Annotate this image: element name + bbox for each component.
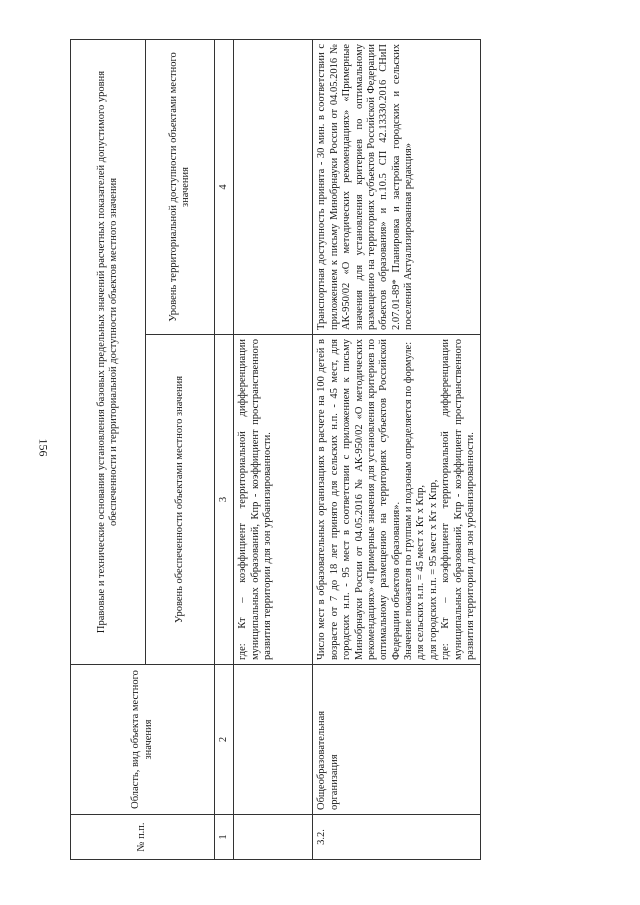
header-provision-level: Уровень обеспеченности объектами местного значения bbox=[146, 335, 215, 665]
object-name: Общеобразовательная организация bbox=[313, 665, 481, 815]
index-cell: 1 bbox=[215, 815, 234, 860]
row-number: 3.2. bbox=[313, 815, 481, 860]
provision-text bbox=[313, 335, 481, 665]
table-row bbox=[313, 40, 481, 860]
provision-paragraph: Число мест в образовательных организациях в расчете на 100 детей в возрасте от 7 до 18 лет принято для сельских н.п. - 45 мест, для городских н.п. - 95 мест в соответствии с приложением к письму Минобрнауки России от 04.05.2016 № АК-950/02 «О методических рекомендациях» «Примерные значения для установления критериев по оптимальному размещению на территориях субъектов Российской Федерации объектов образования». bbox=[316, 339, 402, 660]
accessibility-text: Транспортная доступность принята - 30 мин. в соответствии с приложением к письму Минобрнауки России от 04.05.2016 № АК-950/02 «О методических рекомендациях» «Примерные значения для установления критериев по оптимальному размещению на территориях субъектов Российской Федерации объектов образования» и п.10.5 СП 42.13330.2016 СНиП 2.07.01-89* Планировка и застройка городских и сельских поселений Актуализированная редакция» bbox=[313, 40, 481, 335]
provision-paragraph: Значение показателя по группам и подзонам определяется по формуле: bbox=[403, 341, 414, 660]
provision-formula: для сельских н.п. = 45 мест х Кт х Кпр, bbox=[415, 484, 427, 660]
header-row bbox=[71, 40, 146, 860]
header-group: Правовые и технические основания установления базовых предельных значений расчетных показателей допустимого уровня обеспеченности и территориальной доступности объектов местного значения bbox=[71, 40, 146, 665]
index-cell: 4 bbox=[215, 40, 234, 335]
continuation-number bbox=[234, 815, 313, 860]
continuation-text: где: Кт – коэффициент территориальной дифференциации муниципальных образований, Кпр - коэффициент пространственного развития территории для зон урбанизированности. bbox=[234, 335, 313, 665]
continuation-row bbox=[234, 40, 313, 860]
continuation-accessibility bbox=[234, 40, 313, 335]
header-accessibility-level: Уровень территориальной доступности объектами местного значения bbox=[146, 40, 215, 335]
header-number: № п.п. bbox=[71, 815, 215, 860]
page-number: 156 bbox=[36, 438, 51, 457]
continuation-name bbox=[234, 665, 313, 815]
regulation-table bbox=[70, 39, 481, 860]
index-cell: 2 bbox=[215, 665, 234, 815]
header-object-type: Область, вид объекта местного значения bbox=[71, 665, 215, 815]
provision-formula: для городских н.п. = 95 мест х Кт х Кпр, bbox=[427, 479, 439, 660]
rotated-table-container bbox=[70, 40, 510, 860]
provision-paragraph: где: Кт – коэффициент территориальной дифференциации муниципальных образований, Кпр - коэффициент пространственного развития территории для зон урбанизированности. bbox=[440, 339, 476, 660]
index-cell: 3 bbox=[215, 335, 234, 665]
index-row bbox=[215, 40, 234, 860]
